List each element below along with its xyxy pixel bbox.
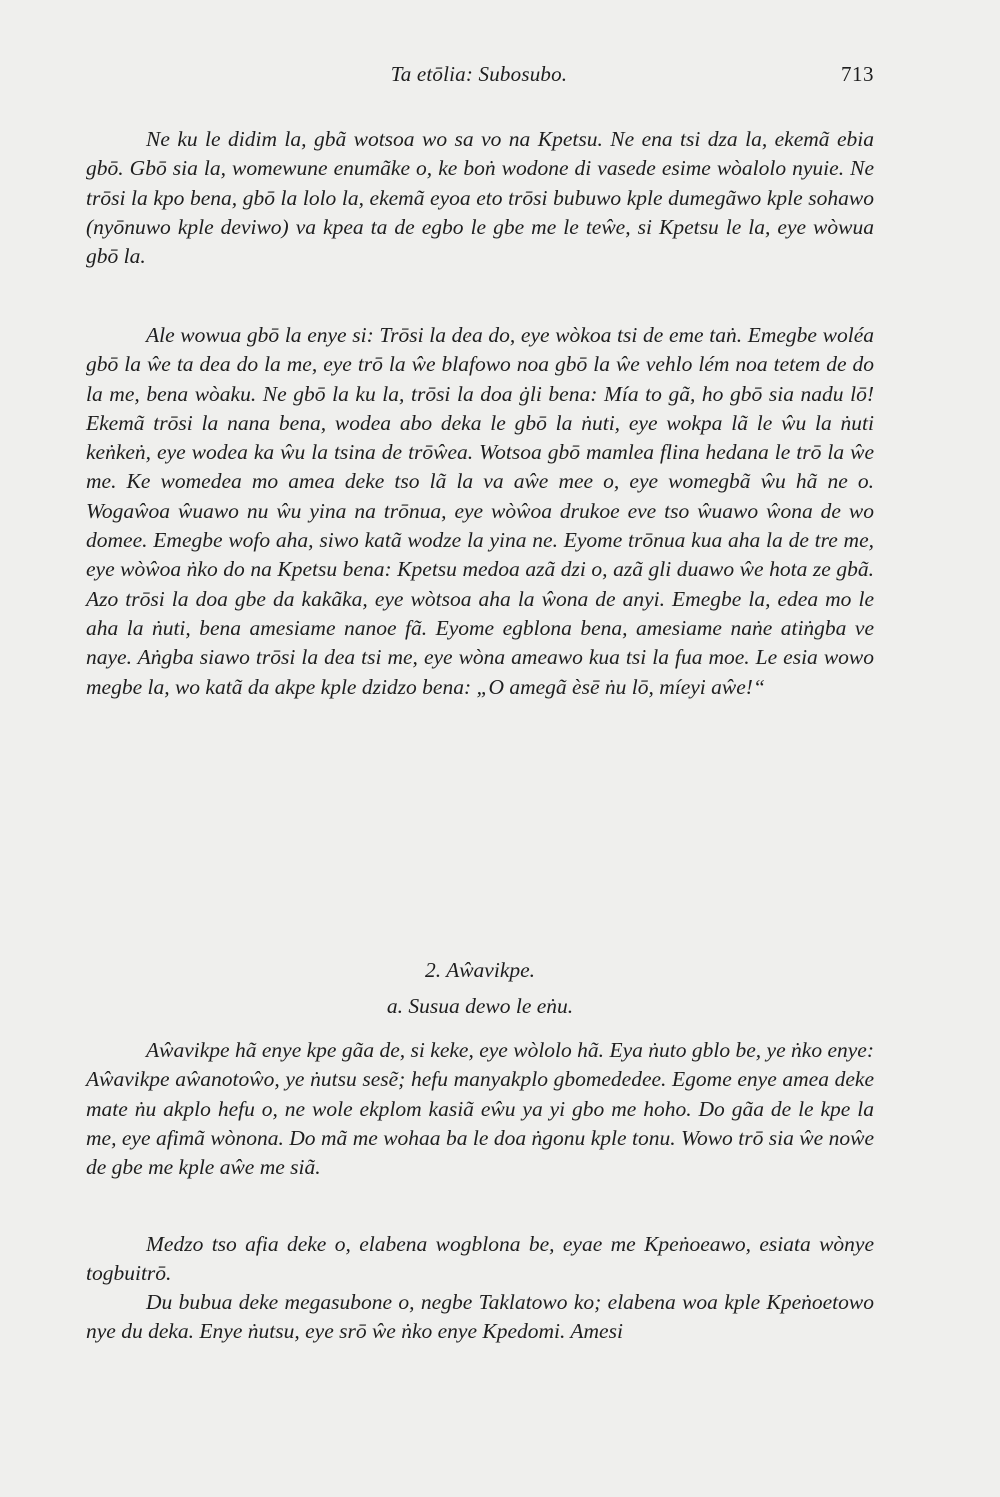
page-header (84, 62, 874, 94)
page-number: 713 (841, 62, 874, 86)
section-paragraph-2: Medzo tso afia deke o, elabena wogblona be, eyae me Kpeṅoeawo, esiata wònye togbuitrō. (86, 1232, 874, 1286)
section-paragraph-1: Aŵavikpe hã enye kpe gãa de, si keke, eye wòlolo hã. Eya ṅuto gblo be, ye ṅko enye: Aŵavikpe aŵanotoŵo, ye ṅutsu sesẽ; hefu manyakplo gbomededee. Egome enye amea deke mate ṅu akplo hefu o, ne wole ekplom kasiã eŵu ya yi gbo me hoho. Do gãa de le kpe la me, eye afimã wònona. Do mã me wohaa ba le doa ṅgonu kple tonu. Wowo trō sia ŵe noŵe de gbe me kple aŵe me siã. (86, 1038, 874, 1180)
running-head: Ta etōlia: Subosubo. (390, 62, 568, 86)
paragraph-1: Ne ku le didim la, gbã wotsoa wo sa vo na Kpetsu. Ne ena tsi dza la, ekemã ebia gbō. Gbō sia la, womewune enumãke o, ke boṅ wodone di vasede esime wòalolo nyuie. Ne trōsi la kpo bena, gbō la lolo la, ekemã eyoa eto trōsi bubuwo kple dumegãwo kple sohawo (nyōnuwo kple deviwo) va kpea ta de egbo le gbe me le teŵe, si Kpetsu le la, eye wòwua gbō la. (86, 127, 874, 269)
subsection-title: a. Susua dewo le eṅu. (386, 994, 574, 1018)
section-title: 2. Aŵavikpe. (424, 958, 536, 982)
paragraph-2: Ale wowua gbō la enye si: Trōsi la dea do, eye wòkoa tsi de eme taṅ. Emegbe woléa gbō la ŵe ta dea do la me, eye trō la ŵe blafowo noa gbō la ŵe vehlo lém noa tetem de do la me, bena wòaku. Ne gbō la ku la, trōsi la doa ġli bena: Mía to gã, ho gbō sia nadu lō! Ekemã trōsi la nana bena, wodea abo deka le gbō la ṅuti, eye wokpa lã le ŵu la ṅuti keṅkeṅ, eye wodea ka ŵu la tsina de trōŵea. Wotsoa gbō mamlea flina hedana le trō la ŵe me. Ke womedea mo amea deke tso lã la va aŵe mee o, eye womegbã ŵu hã ne o. Wogaŵoa ŵuawo nu ŵu yina na trōnua, eye wòŵoa drukoe eve tso ŵuawo ŵona de wo domee. Emegbe wofo aha, siwo katã wodze la yina ne. Eyome trōnua kua aha la de tre me, eye wòŵoa ṅko do na Kpetsu bena: Kpetsu medoa azã dzi o, azã gli duawo ŵe hota ze gbã. Azo trōsi la doa gbe da kakãka, eye wòtsoa aha la ŵona de anyi. Emegbe la, edea mo le aha la ṅuti, bena amesiame nanoe fã. Eyome egblona bena, amesiame naṅe atiṅgba ve naye. Aṅgba siawo trōsi la dea tsi me, eye wòna ameawo kua tsi la fua moe. Le esia wowo megbe la, wo katã da akpe kple dzidzo bena: „O amegã èsē ṅu lō, míeyi aŵe!“ (86, 323, 874, 699)
section-paragraph-3: Du bubua deke megasubone o, negbe Taklatowo ko; elabena woa kple Kpeṅoetowo nye du deka. Enye ṅutsu, eye srō ŵe ṅko enye Kpedomi. Amesi (86, 1290, 874, 1344)
